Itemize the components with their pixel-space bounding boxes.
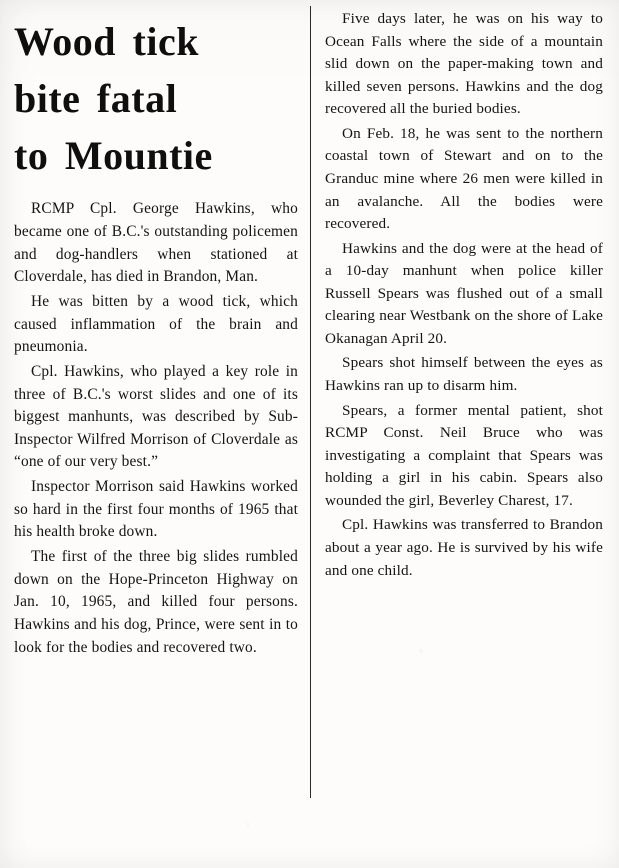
headline-line-1: Wood tick [14,19,199,64]
left-column [6,4,310,868]
paragraph: The first of the three big slides rumbled down on the Hope-Princeton Highway on Jan. 10, 1965, and killed four persons. Hawkins and his dog, Prince, were sent in to look for the bodies and recovered two. [14,548,298,656]
paragraph: RCMP Cpl. George Hawkins, who became one of B.C.'s outstanding policemen and dog-handlers when stationed at Cloverdale, has died in Brandon, Man. [14,200,298,286]
paragraph: Five days later, he was on his way to Ocean Falls where the side of a mountain slid down on the paper-making town and killed seven persons. Hawkins and the dog recovered all the buried bodies. [325,10,603,118]
paragraph: Cpl. Hawkins was transferred to Brandon about a year ago. He is survived by his wife and one child. [325,516,603,579]
paragraph: Spears shot himself between the eyes as Hawkins ran up to disarm him. [325,354,603,394]
page-title [14,14,298,184]
paragraph: Inspector Morrison said Hawkins worked so hard in the first four months of 1965 that his health broke down. [14,478,298,541]
headline-line-3: to Mountie [14,132,213,178]
paragraph: Hawkins and the dog were at the head of a 10-day manhunt when police killer Russell Spears was flushed out of a small clearing near Westbank on the shore of Lake Okanagan April 20. [325,239,603,347]
right-column [311,4,611,868]
headline-line-2: bite fatal [14,75,178,121]
paragraph: He was bitten by a wood tick, which caused inflammation of the brain and pneumonia. [14,292,298,356]
paragraph: Spears, a former mental patient, shot RCMP Const. Neil Bruce who was investigating a complaint that Spears was holding a girl in his cabin. Spears also wounded the girl, Beverley Charest, 17. [325,401,603,509]
paragraph: Cpl. Hawkins, who played a key role in three of B.C.'s worst slides and one of its biggest manhunts, was described by Sub-Inspector Wilfred Morrison of Cloverdale as “one of our very best.” [14,362,298,471]
paragraph: On Feb. 18, he was sent to the northern coastal town of Stewart and on to the Granduc mine where 26 men were killed in an avalanche. All the bodies were recovered. [325,124,603,233]
